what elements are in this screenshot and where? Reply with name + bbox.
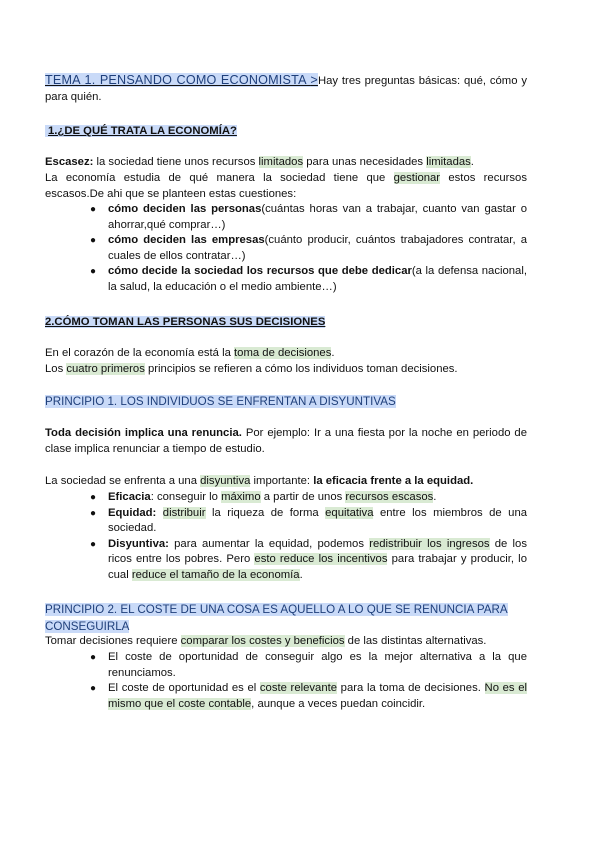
bullet-icon: ● — [90, 538, 97, 550]
bullet-icon: ● — [90, 683, 97, 695]
list-item: ● Disyuntiva: para aumentar la equidad, podemos redistribuir los ingresos de los ricos entre los pobres. Pero esto reduce los incentivos para trabajar y producir, lo cual reduce el tamaño de la economía. — [90, 537, 527, 581]
intro-paragraph: La economía estudia de qué manera la sociedad tiene que gestionar estos recursos escasos.De ahi que se planteen estas cuestiones: — [45, 172, 527, 200]
section-2-paragraph-1: En el corazón de la economía está la toma de decisiones. — [45, 347, 335, 359]
bullet-icon: ● — [90, 492, 97, 503]
bullet-icon: ● — [90, 204, 97, 215]
principio-2-list — [45, 650, 527, 712]
bullet-icon: ● — [90, 235, 97, 247]
title-rest: Hay tres preguntas básicas: qué, cómo y para quién. — [45, 75, 528, 103]
page-title: TEMA 1. PENSANDO COMO ECONOMISTA > — [45, 73, 318, 87]
list-item: ● Equidad: distribuir la riqueza de forma equitativa entre los miembros de una sociedad. — [90, 506, 528, 535]
list-item: ● Eficacia: conseguir lo máximo a partir de unos recursos escasos. — [45, 490, 527, 506]
list-item: ● cómo deciden las personas(cuántas horas van a trabajar, cuanto van gastar o ahorrar,qué comprar…) — [90, 203, 528, 231]
section-2-heading: 2.CÓMO TOMAN LAS PERSONAS SUS DECISIONES — [45, 316, 326, 328]
escasez-paragraph: Escasez: la sociedad tiene unos recursos limitados para unas necesidades limitadas. — [45, 156, 474, 168]
list-item: ● cómo decide la sociedad los recursos que debe dedicar(a la defensa nacional, la salud, la educación o el medio ambiente…) — [90, 265, 527, 293]
section-1-heading: 1.¿DE QUÉ TRATA LA ECONOMÍA? — [45, 124, 527, 140]
bullet-icon: ● — [90, 507, 97, 519]
principio-1-list — [45, 490, 527, 584]
questions-list — [45, 202, 527, 296]
bullet-icon: ● — [90, 266, 97, 278]
society-paragraph: La sociedad se enfrenta a una disyuntiva importante: la eficacia frente a la equidad. — [45, 475, 474, 487]
list-item: ● cómo deciden las empresas(cuánto producir, cuántos trabajadores contratar, a cuales de ellos contratar…) — [90, 234, 527, 262]
bullet-icon: ● — [90, 652, 97, 663]
principio-2-heading: PRINCIPIO 2. EL COSTE DE UNA COSA ES AQUELLO A LO QUE SE RENUNCIA PARA CONSEGUIRLA — [45, 603, 508, 633]
list-item: ● El coste de oportunidad es el coste relevante para la toma de decisiones. No es el mismo que el coste contable, aunque a veces puedan coincidir. — [90, 682, 527, 710]
list-item: ● El coste de oportunidad de conseguir algo es la mejor alternativa a la que renunciamos. — [90, 651, 527, 679]
section-2-paragraph-2: Los cuatro primeros principios se refieren a cómo los individuos toman decisiones. — [45, 363, 458, 375]
principio-1-heading: PRINCIPIO 1. LOS INDIVIDUOS SE ENFRENTAN A DISYUNTIVAS — [45, 395, 396, 408]
principio-1-lead: Toda decisión implica una renuncia. Por ejemplo: Ir a una fiesta por la noche en periodo de clase implica renunciar a tiempo de estudio. — [45, 427, 527, 455]
principio-2-intro: Tomar decisiones requiere comparar los costes y beneficios de las distintas alternativas. — [45, 635, 487, 647]
title-paragraph — [45, 73, 527, 105]
